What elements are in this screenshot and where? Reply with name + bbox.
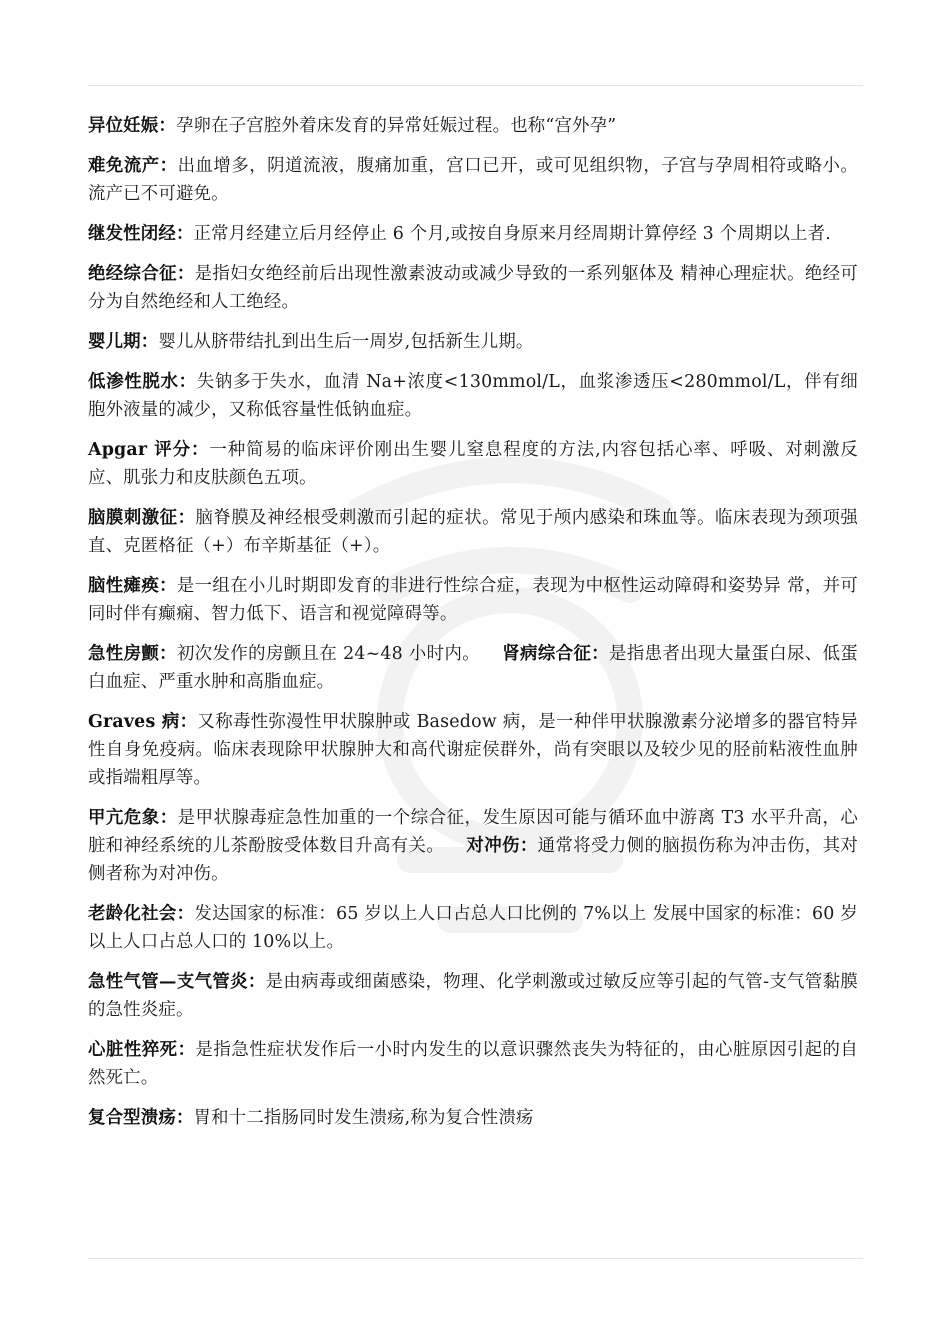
entry-definition: 通常将受力侧的脑损伤称为冲击伤，其对侧者称为对冲伤。 bbox=[88, 836, 858, 884]
entry-term: 绝经综合征： bbox=[88, 264, 195, 284]
entry-definition: 失钠多于失水，血清 Na+浓度<130mmol/L，血浆渗透压<280mmol/L，伴有细胞外液量的减少，又称低容量性低钠血症。 bbox=[88, 372, 859, 420]
entry-definition: 是一组在小儿时期即发育的非进行性综合症，表现为中枢性运动障碍和姿势异 常，并可同时伴有癫痫、智力低下、语言和视觉障碍等。 bbox=[88, 576, 858, 624]
entry-term: 继发性闭经： bbox=[88, 224, 194, 244]
glossary-entry bbox=[88, 1036, 858, 1092]
glossary-content bbox=[88, 112, 858, 1144]
glossary-entry bbox=[88, 572, 858, 628]
entry-definition: 正常月经建立后月经停止 6 个月,或按自身原来月经周期计算停经 3 个周期以上者. bbox=[193, 224, 831, 244]
glossary-entry bbox=[88, 328, 858, 356]
entry-definition: 是由病毒或细菌感染，物理、化学刺激或过敏反应等引起的气管-支气管黏膜的急性炎症。 bbox=[88, 972, 858, 1020]
entry-definition: 是指妇女绝经前后出现性激素波动或减少导致的一系列躯体及 精神心理症状。绝经可分为自然绝经和人工绝经。 bbox=[88, 264, 859, 312]
entry-term: 急性房颤： bbox=[88, 644, 177, 664]
glossary-entry bbox=[88, 368, 858, 424]
entry-definition: 孕卵在子宫腔外着床发育的异常妊娠过程。也称“宫外孕” bbox=[175, 116, 617, 136]
glossary-entry bbox=[88, 152, 858, 208]
entry-term: 复合型溃疡： bbox=[88, 1108, 194, 1128]
entry-definition: 是甲状腺毒症急性加重的一个综合征，发生原因可能与循环血中游离 T3 水平升高，心脏和神经系统的儿茶酚胺受体数目升高有关。 bbox=[88, 808, 858, 856]
entry-term: 难免流产： bbox=[88, 156, 178, 176]
entry-term: 婴儿期： bbox=[88, 332, 159, 352]
glossary-entry bbox=[88, 640, 858, 696]
entry-definition: 出血增多，阴道流液，腹痛加重，宫口已开，或可见组织物，子宫与孕周相符或略小。流产已不可避免。 bbox=[88, 156, 858, 204]
entry-definition: 一种简易的临床评价刚出生婴儿窒息程度的方法,内容包括心率、呼吸、对刺激反应、肌张力和皮肤颜色五项。 bbox=[88, 440, 858, 488]
entry-term: 对冲伤： bbox=[466, 836, 538, 856]
glossary-entry bbox=[88, 436, 858, 492]
glossary-entry bbox=[88, 260, 858, 316]
entry-term: 急性气管—支气管炎： bbox=[88, 972, 266, 992]
glossary-entry bbox=[88, 504, 858, 560]
header-divider bbox=[88, 85, 863, 86]
glossary-entry bbox=[88, 968, 858, 1024]
entry-definition: 脑脊膜及神经根受刺激而引起的症状。常见于颅内感染和珠血等。临床表现为颈项强直、克匿格征（+）布辛斯基征（+）。 bbox=[88, 508, 859, 556]
glossary-entry bbox=[88, 112, 858, 140]
glossary-entry bbox=[88, 900, 858, 956]
footer-divider bbox=[88, 1258, 863, 1259]
glossary-entry bbox=[88, 1104, 858, 1132]
entry-term: 异位妊娠： bbox=[88, 116, 176, 136]
entry-term: 脑性瘫痪： bbox=[88, 576, 177, 596]
entry-term: 肾病综合征： bbox=[502, 644, 610, 664]
entry-definition: 是指急性症状发作后一小时内发生的以意识骤然丧失为特征的，由心脏原因引起的自然死亡。 bbox=[88, 1040, 859, 1088]
entry-term: 心脏性猝死： bbox=[88, 1040, 196, 1060]
glossary-entry bbox=[88, 220, 858, 248]
glossary-entry bbox=[88, 708, 858, 792]
entry-definition: 发达国家的标准：65 岁以上人口占总人口比例的 7%以上 发展中国家的标准：60 岁以上人口占总人口的 10%以上。 bbox=[88, 904, 858, 952]
glossary-entry bbox=[88, 804, 858, 888]
entry-definition: 初次发作的房颤且在 24~48 小时内。 bbox=[176, 644, 481, 664]
entry-definition: 婴儿从脐带结扎到出生后一周岁,包括新生儿期。 bbox=[158, 332, 534, 352]
entry-term: Apgar 评分： bbox=[88, 440, 210, 460]
entry-definition: 胃和十二指肠同时发生溃疡,称为复合性溃疡 bbox=[193, 1108, 534, 1128]
entry-term: Graves 病： bbox=[88, 712, 198, 732]
entry-term: 脑膜刺激征： bbox=[88, 508, 196, 528]
entry-term: 低渗性脱水： bbox=[88, 372, 197, 392]
entry-definition: 又称毒性弥漫性甲状腺肿或 Basedow 病，是一种伴甲状腺激素分泌增多的器官特异性自身免疫病。临床表现除甲状腺肿大和高代谢症侯群外，尚有突眼以及较少见的胫前粘液性血肿或指端粗厚等。 bbox=[88, 712, 858, 788]
entry-term: 甲亢危象： bbox=[88, 808, 178, 828]
entry-term: 老龄化社会： bbox=[88, 904, 195, 924]
entry-definition: 是指患者出现大量蛋白尿、低蛋白血症、严重水肿和高脂血症。 bbox=[88, 644, 858, 692]
